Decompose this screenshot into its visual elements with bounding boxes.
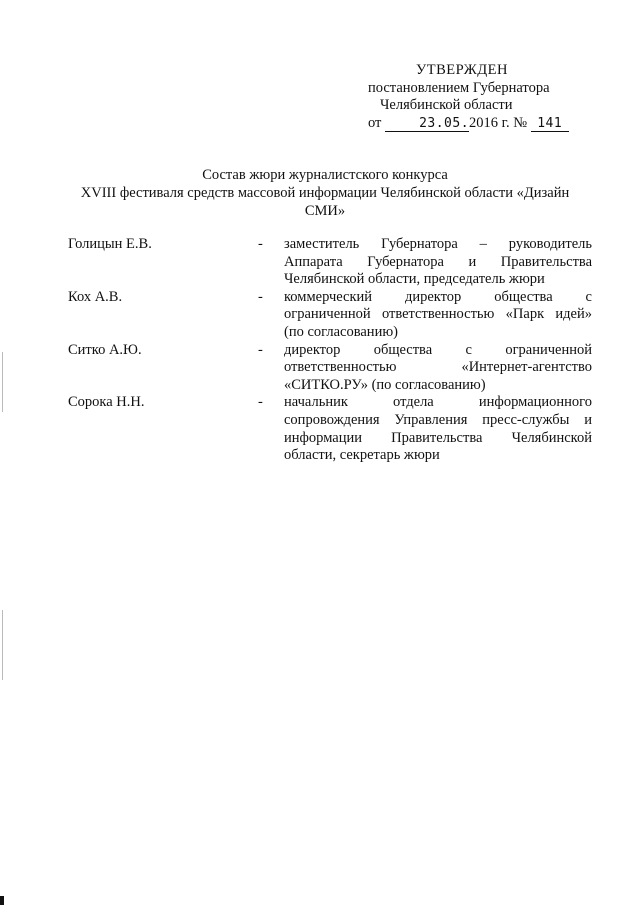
title-line-1: Состав жюри журналистского конкурса bbox=[202, 167, 448, 183]
document-title bbox=[60, 166, 590, 220]
date-field bbox=[385, 116, 469, 132]
approval-date-line bbox=[368, 115, 588, 133]
member-role: начальник отдела информационного сопровождения Управления пресс-службы и информации Правительства Челябинской области, секретарь жюри bbox=[284, 394, 592, 464]
member-role: директор общества с ограниченной ответственностью «Интернет-агентство «СИТКО.РУ» (по согласованию) bbox=[284, 341, 592, 393]
list-item bbox=[68, 394, 592, 464]
member-dash: - bbox=[258, 341, 263, 358]
date-value: 23.05. bbox=[419, 115, 470, 131]
list-item bbox=[68, 289, 592, 342]
approval-heading: УТВЕРЖДЕН bbox=[416, 62, 508, 78]
scan-artifact bbox=[2, 352, 3, 412]
scan-edge-mark bbox=[0, 896, 4, 905]
list-item bbox=[68, 236, 592, 289]
scan-artifact bbox=[2, 610, 3, 680]
member-name: Ситко А.Ю. bbox=[68, 341, 142, 358]
date-prefix: от bbox=[368, 114, 382, 131]
number-value: 141 bbox=[537, 115, 563, 131]
list-item bbox=[68, 342, 592, 395]
member-role: заместитель Губернатора – руководитель Аппарата Губернатора и Правительства Челябинской области, председатель жюри bbox=[284, 236, 592, 288]
number-field bbox=[531, 116, 569, 132]
jury-members-list bbox=[68, 236, 592, 465]
member-dash: - bbox=[258, 236, 263, 252]
title-line-2: XVIII фестиваля средств массовой информации Челябинской области «Дизайн bbox=[80, 185, 570, 201]
member-name: Сорока Н.Н. bbox=[68, 394, 145, 411]
member-dash: - bbox=[258, 288, 263, 305]
member-name: Голицын Е.В. bbox=[68, 236, 152, 252]
member-dash: - bbox=[258, 394, 263, 411]
member-role: коммерческий директор общества с ограниченной ответственностью «Парк идей» (по согласованию) bbox=[284, 288, 592, 340]
title-line-3: СМИ» bbox=[304, 203, 346, 219]
approval-region-line: Челябинской области bbox=[380, 97, 513, 113]
approval-stamp bbox=[368, 62, 588, 132]
member-name: Кох А.В. bbox=[68, 288, 123, 305]
approval-decree-line: постановлением Губернатора bbox=[368, 79, 550, 96]
year-text: 2016 г. № bbox=[469, 114, 528, 131]
